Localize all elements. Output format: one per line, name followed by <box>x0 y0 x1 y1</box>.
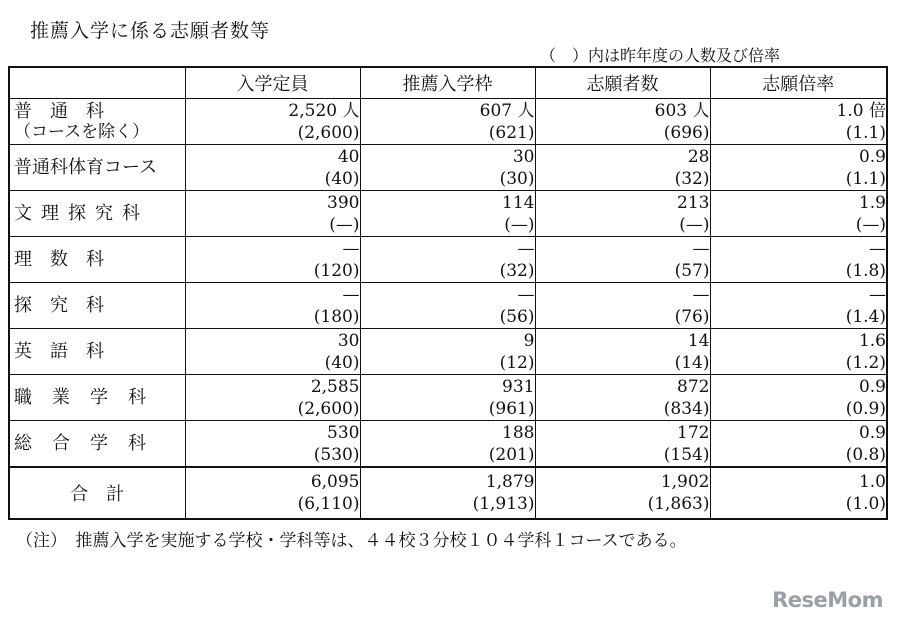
table-row <box>9 237 887 283</box>
label-text: 普 通 科 <box>14 100 104 122</box>
cell-applicants: 14 (14) <box>535 329 710 375</box>
row-label: 理 数 科 <box>9 237 185 283</box>
header-row <box>9 67 887 99</box>
cell-quota: 114 (—) <box>360 191 535 237</box>
cell-quota: 188 (201) <box>360 421 535 468</box>
label-main <box>10 101 185 122</box>
cell-quota: 9 (12) <box>360 329 535 375</box>
cell-quota: 30 (30) <box>360 145 535 191</box>
header-capacity: 入学定員 <box>185 67 360 99</box>
cell-quota: 607 人 (621) <box>360 99 535 145</box>
cell-ratio: 1.0 倍 (1.1) <box>710 99 887 145</box>
cell-ratio: 1.0 (1.0) <box>710 467 887 519</box>
cell-ratio: — (1.8) <box>710 237 887 283</box>
row-label: 英 語 科 <box>9 329 185 375</box>
row-label: 文理探究科 <box>9 191 185 237</box>
row-label: 職業学科 <box>9 375 185 421</box>
cell-capacity: 530 (530) <box>185 421 360 468</box>
cell-quota: — (32) <box>360 237 535 283</box>
cell-applicants: — (57) <box>535 237 710 283</box>
page-title: 推薦入学に係る志願者数等 <box>30 20 271 42</box>
cell-ratio: — (1.4) <box>710 283 887 329</box>
total-row <box>9 467 887 519</box>
cell-applicants: 872 (834) <box>535 375 710 421</box>
cell-applicants: 28 (32) <box>535 145 710 191</box>
footnote: （注） 推薦入学を実施する学校・学科等は、４４校３分校１０４学科１コースである。 <box>16 531 687 551</box>
cell-quota: 1,879 (1,913) <box>360 467 535 519</box>
cell-capacity: — (120) <box>185 237 360 283</box>
cell-applicants: 1,902 (1,863) <box>535 467 710 519</box>
header-blank <box>9 67 185 99</box>
applicants-table <box>8 66 888 520</box>
cell-capacity: 30 (40) <box>185 329 360 375</box>
cell-quota: 931 (961) <box>360 375 535 421</box>
label-sub: （コースを除く） <box>14 121 150 142</box>
cell-capacity: 390 (—) <box>185 191 360 237</box>
cell-applicants: 603 人 (696) <box>535 99 710 145</box>
table-row <box>9 283 887 329</box>
table-row <box>9 191 887 237</box>
cell-ratio: 1.9 (—) <box>710 191 887 237</box>
cell-ratio: 0.9 (0.9) <box>710 375 887 421</box>
table-row <box>9 99 887 145</box>
table-row <box>9 329 887 375</box>
cell-applicants: 213 (—) <box>535 191 710 237</box>
cell-ratio: 1.6 (1.2) <box>710 329 887 375</box>
cell-capacity: 6,095 (6,110) <box>185 467 360 519</box>
header-ratio: 志願倍率 <box>710 67 887 99</box>
resemom-logo: ReseMom <box>772 588 883 612</box>
row-label <box>9 99 185 145</box>
table-row <box>9 145 887 191</box>
table-row <box>9 375 887 421</box>
cell-capacity: 40 (40) <box>185 145 360 191</box>
cell-ratio: 0.9 (1.1) <box>710 145 887 191</box>
row-label: 普通科体育コース <box>9 145 185 191</box>
row-label: 総合学科 <box>9 421 185 468</box>
cell-applicants: 172 (154) <box>535 421 710 468</box>
cell-quota: — (56) <box>360 283 535 329</box>
cell-capacity: 2,585 (2,600) <box>185 375 360 421</box>
header-recommend-quota: 推薦入学枠 <box>360 67 535 99</box>
table-note: （ ）内は昨年度の人数及び倍率 <box>540 46 781 65</box>
header-applicants: 志願者数 <box>535 67 710 99</box>
cell-applicants: — (76) <box>535 283 710 329</box>
row-label: 探 究 科 <box>9 283 185 329</box>
cell-ratio: 0.9 (0.8) <box>710 421 887 468</box>
table-row <box>9 421 887 468</box>
cell-capacity: — (180) <box>185 283 360 329</box>
cell-capacity: 2,520 人 (2,600) <box>185 99 360 145</box>
total-label: 合 計 <box>9 467 185 519</box>
